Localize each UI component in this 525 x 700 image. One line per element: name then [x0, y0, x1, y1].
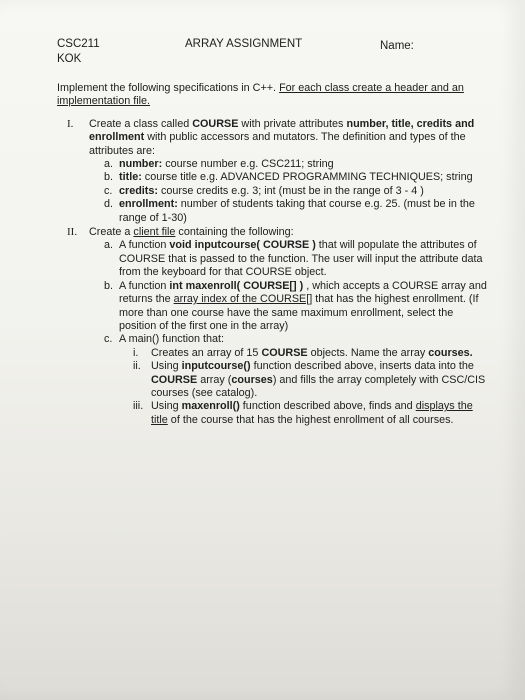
s1-item-b-marker: b.: [104, 171, 114, 184]
s2-text-2: containing the following:: [175, 226, 294, 239]
s2c-iii-text-2: function described above, finds and: [239, 400, 416, 413]
s1-item-c-text: course credits e.g. 3; int (must be in the range of 3 - 4 ): [158, 184, 424, 197]
s2-item-a-marker: a.: [104, 239, 114, 252]
s2c-ii-text-4: ) and fills the array completely with CSC/CIS courses (see catalog).: [151, 373, 486, 399]
s2c-ii-bold-3: courses: [231, 373, 273, 386]
s1-item-b-text: course title e.g. ADVANCED PROGRAMMING TECHNIQUES; string: [141, 171, 473, 184]
intro-underlined: For each class create a header and an implementation file.: [57, 82, 464, 108]
s1-item-d: [104, 198, 487, 225]
assignment-title: ARRAY ASSIGNMENT: [185, 38, 303, 50]
s1-item-a-marker: a.: [104, 158, 114, 171]
s2c-subitem-i: [133, 347, 487, 360]
s1-bold-2: number, title, credits and enrollment: [89, 117, 475, 144]
s2-item-a: [104, 239, 487, 279]
s1-item-c: [104, 185, 487, 198]
s2c-ii-bold-1: inputcourse(): [181, 360, 251, 373]
s2c-i-text-2: objects. Name the array: [307, 346, 429, 359]
s1-text-1: Create a class called: [89, 117, 193, 130]
s2c-ii-text-3: array (: [197, 373, 232, 386]
s1-item-c-label: credits:: [119, 184, 159, 197]
s2c-iii-underlined: displays the title: [151, 400, 473, 426]
section-1-numeral: I.: [67, 117, 74, 130]
intro-paragraph: [57, 82, 487, 109]
s2-item-b: [104, 280, 487, 334]
s2b-text-2: , which accepts a COURSE array and returns the: [119, 279, 487, 306]
s2a-bold: void inputcourse( COURSE ): [169, 239, 316, 252]
assignment-body: [57, 82, 487, 428]
section-2-body: [89, 226, 487, 427]
s1-item-c-marker: c.: [104, 184, 113, 197]
s2c-subitem-iii: [133, 400, 487, 427]
s1-bold-1: COURSE: [192, 117, 239, 130]
intro-text: Implement the following specifications in C++.: [57, 82, 280, 94]
s2c-iii-bold: maxenroll(): [181, 400, 240, 413]
s2b-underlined: array index of the COURSE[]: [173, 293, 313, 306]
s1-item-a-label: number:: [119, 158, 163, 171]
section-1-body: [89, 118, 487, 225]
s2c-ii-text-2: function described above, inserts data into the: [250, 360, 474, 373]
s2c-ii-bold-2: COURSE: [151, 373, 198, 386]
s1-text-3: with public accessors and mutators. The definition and types of the attributes are:: [89, 131, 466, 157]
s1-item-d-text: number of students taking that course e.g. 25. (must be in the range of 1-30): [119, 198, 475, 224]
s2c-i-marker: i.: [133, 346, 139, 359]
s2b-text-3: that has the highest enrollment. (If more than one course have the same maximum enrollment, select the position of the first one in the array): [119, 293, 479, 332]
instructor: KOK: [57, 53, 82, 65]
section-2-text: [89, 226, 487, 239]
section-1: [57, 118, 487, 225]
s2-text-1: Create a: [89, 226, 134, 239]
section-2: [57, 226, 487, 427]
s2c-ii-text-1: Using: [151, 360, 182, 373]
s2-item-c-marker: c.: [104, 333, 113, 346]
s1-item-a-text: course number e.g. CSC211; string: [162, 158, 334, 171]
section-2-numeral: II.: [67, 226, 78, 239]
s2c-iii-text-1: Using: [151, 400, 182, 413]
s1-item-d-label: enrollment:: [119, 198, 178, 211]
s2b-text-1: A function: [119, 279, 170, 292]
s2c-i-bold-2: courses.: [428, 346, 473, 359]
s1-text-2: with private attributes: [238, 117, 347, 130]
s2c-iii-text-3: of the course that has the highest enrollment of all courses.: [167, 413, 454, 426]
s2a-text-1: A function: [119, 239, 170, 252]
s2c-ii-marker: ii.: [133, 360, 141, 373]
s2c-i-bold-1: COURSE: [261, 346, 308, 359]
course-code: CSC211: [57, 38, 100, 50]
s1-item-d-marker: d.: [104, 198, 114, 211]
s2-item-c: [104, 333, 487, 346]
s2-item-b-marker: b.: [104, 279, 114, 292]
s2c-i-text-1: Creates an array of 15: [151, 346, 262, 359]
s1-item-a: [104, 158, 487, 171]
s2-underlined: client file: [133, 226, 176, 239]
name-label: Name:: [380, 40, 414, 52]
s2b-bold: int maxenroll( COURSE[] ): [169, 279, 304, 292]
s1-item-b-label: title:: [119, 171, 142, 184]
s1-item-b: [104, 171, 487, 184]
s2c-text: A main() function that:: [119, 333, 225, 346]
s2a-text-2: that will populate the attributes of COURSE that is passed to the function. The user will input the attribute data from the keyboard for that COURSE object.: [119, 239, 483, 279]
section-1-text: [89, 118, 487, 158]
s2c-iii-marker: iii.: [133, 400, 144, 413]
s2c-subitem-ii: [133, 360, 487, 400]
